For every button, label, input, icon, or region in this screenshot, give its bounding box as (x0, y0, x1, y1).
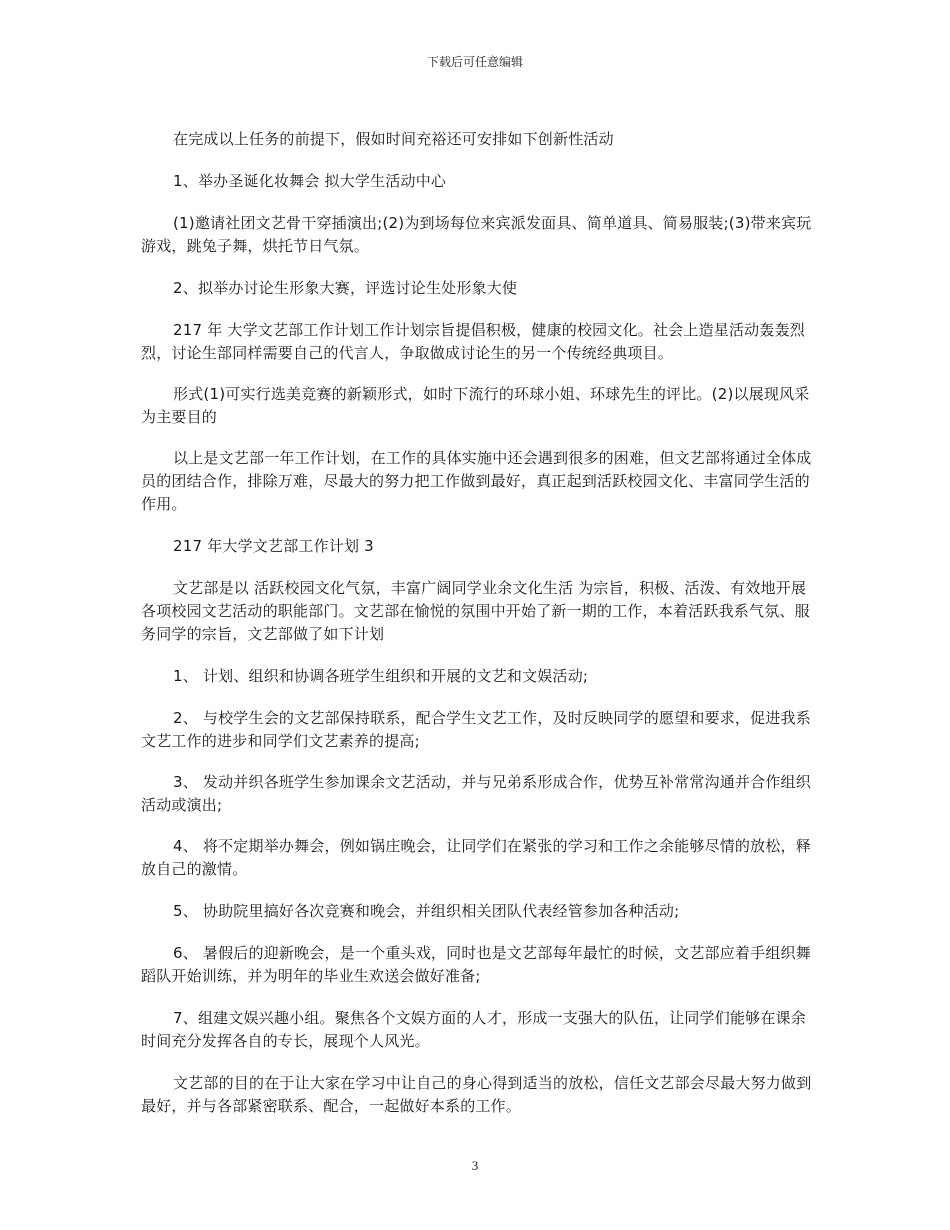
paragraph: 形式(1)可实行选美竞赛的新颖形式，如时下流行的环球小姐、环球先生的评比。(2)以展现风采为主要目的 (141, 385, 810, 426)
paragraph: 7、组建文娱兴趣小组。聚焦各个文娱方面的人才，形成一支强大的队伍，让同学们能够在课余时间充分发挥各自的专长，展现个人风光。 (141, 1009, 806, 1050)
paragraph: 4、 将不定期举办舞会，例如锅庄晚会，让同学们在紧张的学习和工作之余能够尽情的放松，释放自己的激情。 (141, 837, 811, 878)
paragraph: 217 年大学文艺部工作计划 3 (173, 537, 374, 555)
paragraph: 217 年 大学文艺部工作计划工作计划宗旨提倡积极，健康的校园文化。社会上造星活动轰轰烈烈，讨论生部同样需要自己的代言人，争取做成讨论生的另一个传统经典项目。 (141, 321, 805, 362)
paragraph: 2、 与校学生会的文艺部保持联系，配合学生文艺工作，及时反映同学的愿望和要求，促进我系文艺工作的进步和同学们文艺素养的提高; (141, 709, 811, 750)
page-number: 3 (471, 1158, 479, 1173)
paragraph: 1、举办圣诞化妆舞会 拟大学生活动中心 (173, 172, 447, 190)
paragraph: 在完成以上任务的前提下，假如时间充裕还可安排如下创新性活动 (173, 130, 614, 148)
paragraph: 文艺部的目的在于让大家在学习中让自己的身心得到适当的放松，信任文艺部会尽最大努力做到最好，并与各部紧密联系、配合，一起做好本系的工作。 (141, 1074, 812, 1115)
paragraph: 文艺部是以 活跃校园文化气氛，丰富广阔同学业余文化生活 为宗旨，积极、活泼、有效地开展各项校园文艺活动的职能部门。文艺部在愉悦的氛围中开始了新一期的工作，本着活跃我系气氛、服务同学的宗旨，文艺部做了如下计划 (141, 579, 810, 643)
paragraph: 以上是文艺部一年工作计划，在工作的具体实施中还会遇到很多的困难，但文艺部将通过全体成员的团结合作，排除万难，尽最大的努力把工作做到最好，真正起到活跃校园文化、丰富同学生活的作用。 (141, 449, 812, 513)
paragraph: (1)邀请社团文艺骨干穿插演出;(2)为到场每位来宾派发面具、简单道具、简易服装;(3)带来宾玩游戏，跳兔子舞，烘托节日气氛。 (141, 214, 812, 255)
paragraph: 6、 暑假后的迎新晚会，是一个重头戏，同时也是文艺部每年最忙的时候，文艺部应着手组织舞蹈队开始训练，并为明年的毕业生欢送会做好准备; (141, 944, 811, 985)
paragraph: 1、 计划、组织和协调各班学生组织和开展的文艺和文娱活动; (173, 667, 589, 685)
paragraph: 2、拟举办讨论生形象大赛，评选讨论生处形象大使 (173, 279, 518, 297)
document-body (141, 128, 813, 1118)
page-header: 下载后可任意编辑 (426, 55, 523, 69)
paragraph: 3、 发动并织各班学生参加课余文艺活动，并与兄弟系形成合作，优势互补常常沟通并合作组织活动或演出; (141, 773, 811, 814)
paragraph: 5、 协助院里搞好各次竞赛和晚会，并组织相关团队代表经管参加各种活动; (173, 902, 680, 920)
